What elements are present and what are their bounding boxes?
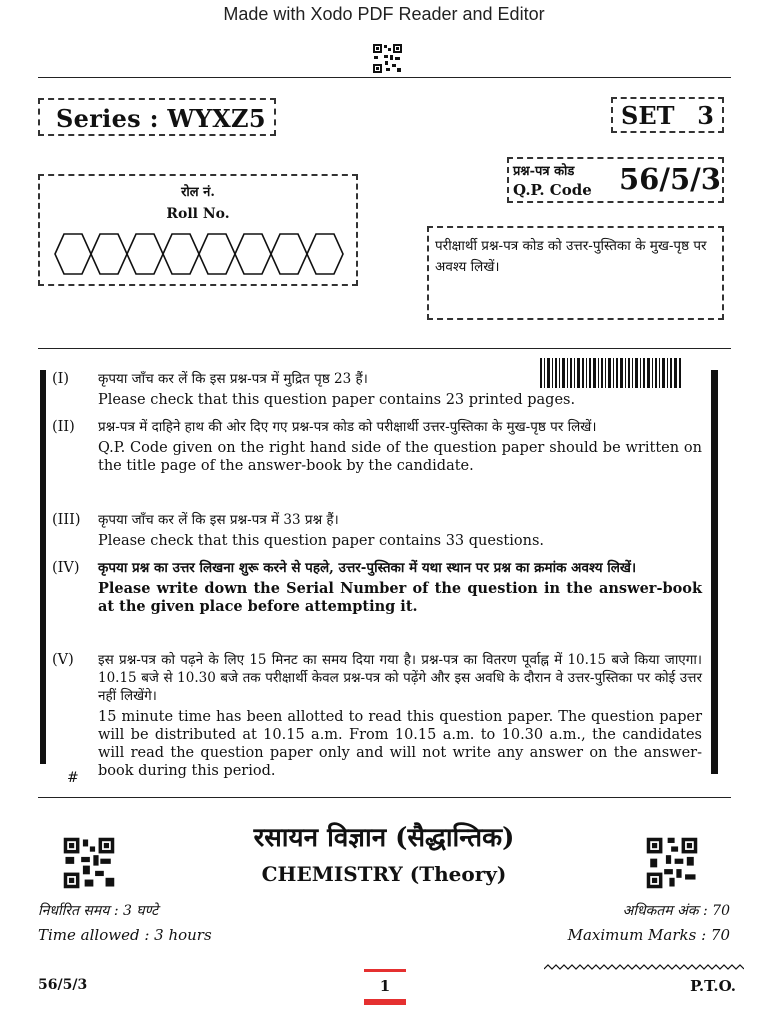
instruction-number: (V) bbox=[52, 652, 74, 668]
instruction-text-hindi: कृपया जाँच कर लें कि इस प्रश्न-पत्र में 33 प्रश्न हैं। bbox=[98, 512, 339, 528]
set-box bbox=[611, 97, 724, 133]
instruction-text-hindi: कृपया प्रश्न का उत्तर लिखना शुरू करने से पहले, उत्तर-पुस्तिका में यथा स्थान पर प्रश्न का क्रमांक अवश्य लिखें। bbox=[98, 560, 637, 576]
page-marker-bottom bbox=[364, 999, 406, 1005]
qp-label-english: Q.P. Code bbox=[513, 181, 592, 199]
instruction-text-english: Please check that this question paper contains 33 questions. bbox=[98, 533, 544, 549]
series-box bbox=[38, 98, 276, 136]
instruction-item-1 bbox=[52, 370, 702, 409]
qp-code-box bbox=[507, 157, 724, 203]
maximum-marks-english: Maximum Marks : 70 bbox=[567, 926, 730, 944]
xodo-banner: Made with Xodo PDF Reader and Editor bbox=[223, 4, 545, 24]
series-label: Series : WYXZ5 bbox=[56, 104, 266, 133]
subject-title-english: CHEMISTRY (Theory) bbox=[261, 862, 507, 886]
roll-label-hindi: रोल नं. bbox=[181, 185, 215, 200]
instruction-item-4 bbox=[52, 559, 702, 616]
page-marker-top bbox=[364, 969, 406, 972]
instruction-text-hindi: इस प्रश्न-पत्र को पढ़ने के लिए 15 मिनट का समय दिया गया है। प्रश्न-पत्र का वितरण पूर्वाह्न में 10.15 बजे किया जाएगा। 10.15 बजे से 10.30 बजे तक परीक्षार्थी केवल प्रश्न-पत्र को पढ़ेंगे और इस अवधि के दौरान वे उत्तर-पुस्तिका पर कोई उत्तर नहीं लिखेंगे। bbox=[98, 652, 702, 704]
instruction-text-english: Please check that this question paper contains 23 printed pages. bbox=[98, 392, 576, 408]
left-margin-bar bbox=[40, 370, 46, 764]
time-allowed-hindi: निर्धारित समय : 3 घण्टे bbox=[38, 903, 159, 919]
instruction-text-english: Please write down the Serial Number of the question in the answer-book at the given place before attempting it. bbox=[98, 580, 702, 615]
hexagon-roll-boxes[interactable] bbox=[48, 230, 348, 278]
set-number: 3 bbox=[697, 101, 714, 130]
instruction-number: (I) bbox=[52, 371, 70, 387]
set-label: SET bbox=[621, 101, 675, 130]
instruction-text-english: 15 minute time has been allotted to read this question paper. The question paper will be distributed at 10.15 a.m. From 10.15 a.m. to 10.30 a.m., the candidates will read the question paper only and will not write any answer on the answer-book during this period. bbox=[98, 709, 702, 779]
zigzag-decoration bbox=[544, 963, 744, 973]
instructions-bottom-divider bbox=[38, 797, 731, 798]
instruction-item-2 bbox=[52, 418, 702, 475]
instruction-item-3 bbox=[52, 511, 702, 550]
roll-label-english: Roll No. bbox=[166, 206, 230, 222]
instruction-item-5 bbox=[52, 651, 702, 780]
qr-code-icon bbox=[372, 43, 403, 74]
right-margin-bar bbox=[711, 370, 718, 774]
instructions-top-divider bbox=[38, 348, 731, 349]
qp-label-hindi: प्रश्न-पत्र कोड bbox=[513, 164, 575, 179]
instruction-text-hindi: कृपया जाँच कर लें कि इस प्रश्न-पत्र में मुद्रित पृष्ठ 23 हैं। bbox=[98, 371, 368, 387]
instruction-number: (IV) bbox=[52, 560, 80, 576]
please-turn-over: P.T.O. bbox=[690, 977, 736, 995]
footer-qp-code: 56/5/3 bbox=[38, 977, 88, 993]
qp-code-note-text: परीक्षार्थी प्रश्न-पत्र कोड को उत्तर-पुस्तिका के मुख-पृष्ठ पर अवश्य लिखें। bbox=[435, 238, 707, 275]
page-number: 1 bbox=[379, 977, 391, 995]
instruction-number: (II) bbox=[52, 419, 75, 435]
roll-number-box bbox=[38, 174, 358, 286]
subject-title-hindi: रसायन विज्ञान (सैद्धान्तिक) bbox=[253, 823, 515, 853]
maximum-marks-hindi: अधिकतम अंक : 70 bbox=[622, 903, 730, 919]
instruction-text-english: Q.P. Code given on the right hand side of the question paper should be written on the title page of the answer-book by the candidate. bbox=[98, 440, 702, 474]
instruction-text-hindi: प्रश्न-पत्र में दाहिने हाथ की ओर दिए गए प्रश्न-पत्र कोड को परीक्षार्थी उत्तर-पुस्तिका के मुख-पृष्ठ पर लिखें। bbox=[98, 419, 597, 435]
time-allowed-english: Time allowed : 3 hours bbox=[38, 926, 212, 944]
top-divider bbox=[38, 77, 731, 78]
qp-code-value: 56/5/3 bbox=[619, 162, 721, 196]
hash-mark: # bbox=[67, 770, 79, 786]
instruction-number: (III) bbox=[52, 512, 81, 528]
qp-code-note bbox=[427, 226, 724, 320]
